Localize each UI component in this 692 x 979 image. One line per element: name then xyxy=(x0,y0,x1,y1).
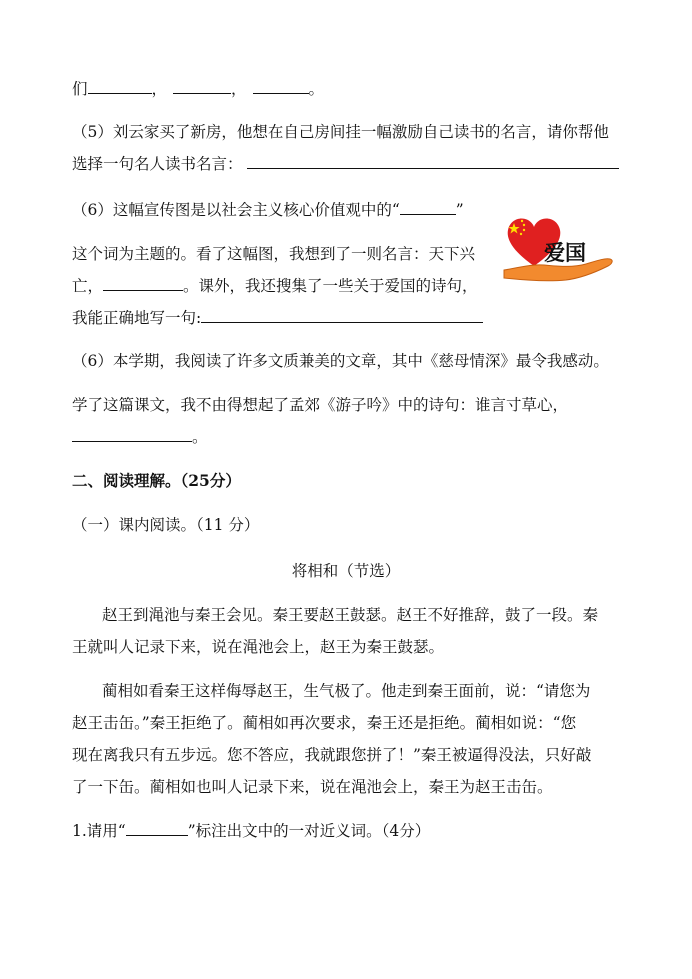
star-dot xyxy=(523,224,525,226)
passage-title: 将相和（节选） xyxy=(291,562,401,580)
passage-line: 现在离我只有五步远。您不答应，我就跟您拼了！”秦王被逼得没法，只好敲 xyxy=(72,746,592,764)
passage-line: 赵王击缶。”秦王拒绝了。蔺相如再次要求，秦王还是拒绝。蔺相如说：“您 xyxy=(72,714,577,732)
q6a-line1-pre: （6）这幅宣传图是以社会主义核心价值观中的“ xyxy=(72,201,400,219)
answer-blank[interactable] xyxy=(103,275,183,291)
q5-line2 xyxy=(72,153,619,175)
star-dot xyxy=(520,233,522,235)
q6b-line3 xyxy=(72,426,208,448)
q6a-line3-post: 。课外，我还搜集了一些关于爱国的诗句， xyxy=(183,277,478,295)
answer-blank[interactable] xyxy=(253,78,309,94)
part-title: （一）课内阅读。（11 分） xyxy=(72,516,260,534)
q4-tail-sep: ， xyxy=(231,80,247,98)
q6a-line2: 这个词为主题的。看了这幅图，我想到了一则名言：天下兴 xyxy=(72,245,476,263)
emblem-text: 爱国 xyxy=(544,241,586,265)
q6a-line3-pre: 亡， xyxy=(72,277,104,295)
q4-tail-end: 。 xyxy=(308,80,325,98)
passage-line: 赵王到渑池与秦王会见。秦王要赵王鼓瑟。赵王不好推辞，鼓了一段。秦 xyxy=(102,606,599,624)
answer-blank[interactable] xyxy=(88,78,152,94)
answer-blank[interactable] xyxy=(72,426,192,442)
q4-tail-start: 们 xyxy=(72,80,88,98)
answer-blank[interactable] xyxy=(400,199,456,215)
heart-hand-icon xyxy=(500,210,620,286)
q5-prompt: 选择一句名人读书名言： xyxy=(72,155,243,173)
q4-tail-line xyxy=(72,78,324,100)
q6a-line4 xyxy=(72,307,483,329)
passage-line: 了一下缶。蔺相如也叫人记录下来，说在渑池会上，秦王为赵王击缶。 xyxy=(72,778,553,796)
q6a-prompt: 我能正确地写一句: xyxy=(72,309,202,327)
q1-line xyxy=(72,820,430,842)
q4-tail-sep: ， xyxy=(151,80,168,98)
answer-blank[interactable] xyxy=(201,307,483,323)
q1-post: ”标注出文中的一对近义词。（4分） xyxy=(187,822,431,840)
section-title: 二、阅读理解。（25分） xyxy=(72,471,241,490)
passage-line: 王就叫人记录下来，说在渑池会上，赵王为秦王鼓瑟。 xyxy=(72,638,445,656)
q6b-line3-post: 。 xyxy=(192,428,208,446)
q6a-line1-post: ” xyxy=(455,201,464,219)
answer-blank[interactable] xyxy=(173,78,231,94)
star-dot xyxy=(521,220,523,222)
q6a-line1 xyxy=(72,199,464,221)
q6b-line1: （6）本学期，我阅读了许多文质兼美的文章，其中《慈母情深》最令我感动。 xyxy=(72,352,609,370)
passage-line: 蔺相如看秦王这样侮辱赵王，生气极了。他走到秦王面前，说：“请您为 xyxy=(102,682,591,700)
q6b-line2: 学了这篇课文，我不由得想起了孟郊《游子吟》中的诗句：谁言寸草心， xyxy=(72,396,569,414)
star-dot xyxy=(523,229,525,231)
answer-blank[interactable] xyxy=(126,820,188,836)
q6a-line3 xyxy=(72,275,478,297)
answer-blank[interactable] xyxy=(247,153,619,169)
q1-pre: 1.请用“ xyxy=(72,822,126,840)
q5-line1: （5）刘云家买了新房，他想在自己房间挂一幅激励自己读书的名言，请你帮他 xyxy=(72,123,609,141)
